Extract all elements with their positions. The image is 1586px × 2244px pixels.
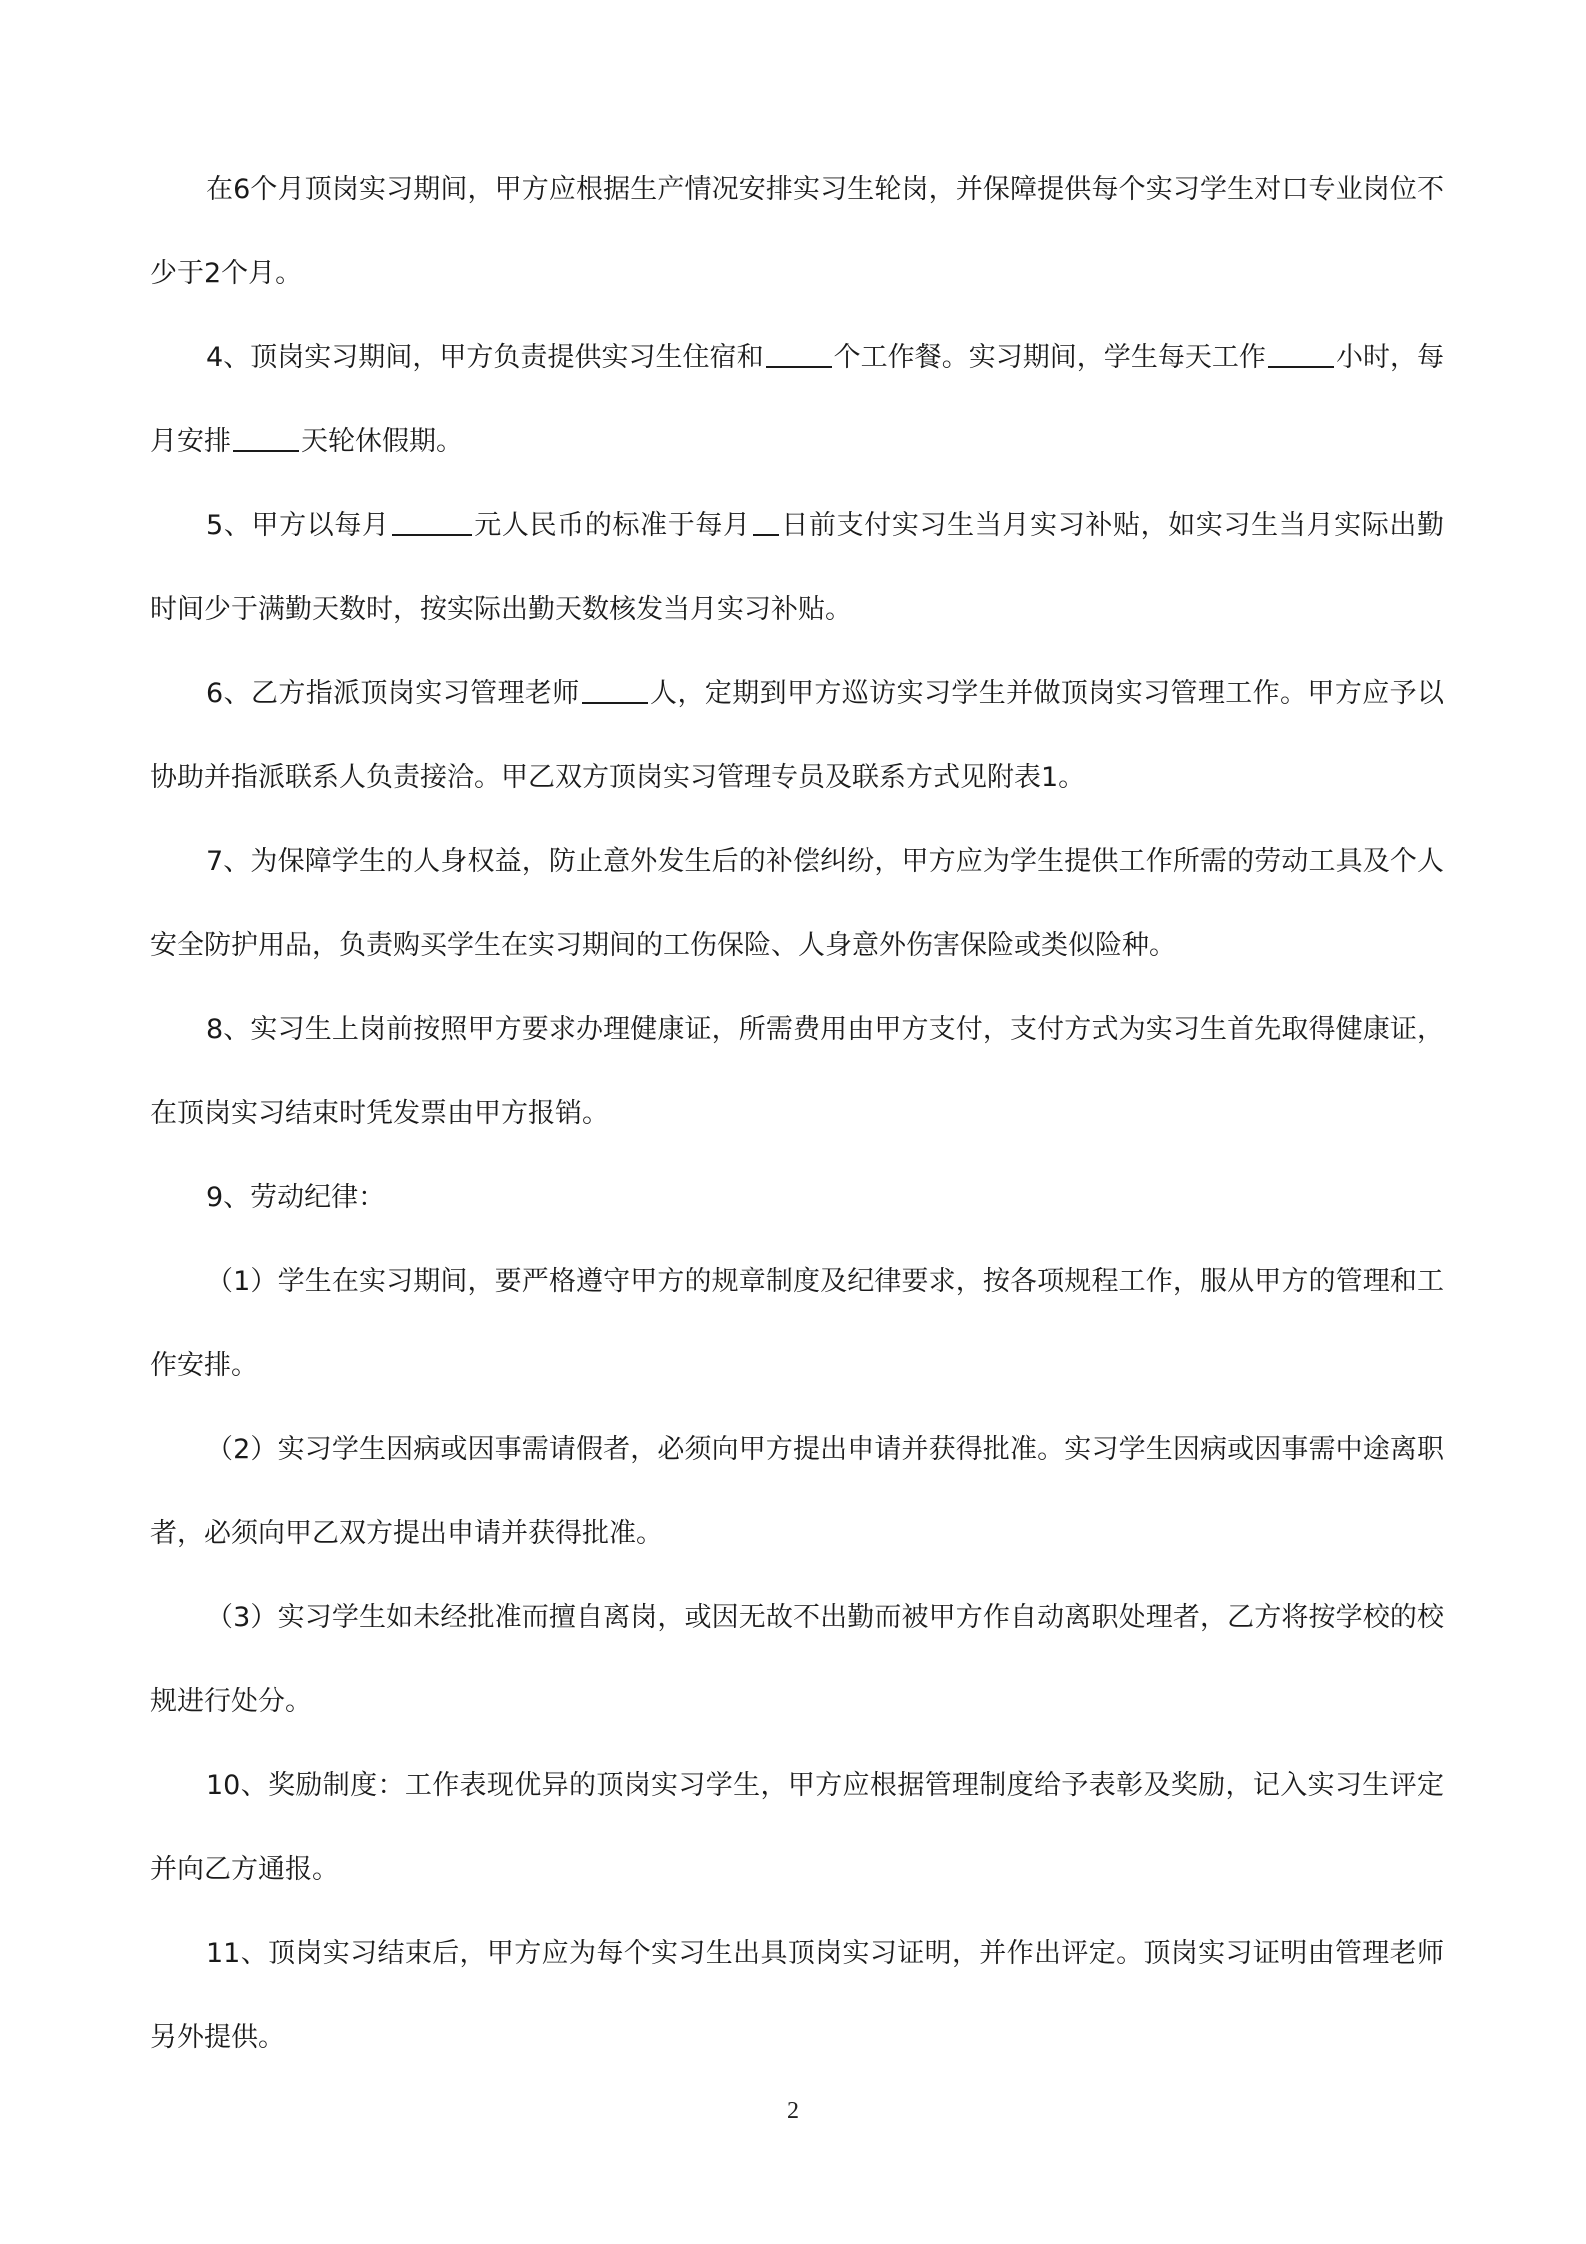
paragraph-8-health-certificate: 8、实习生上岗前按照甲方要求办理健康证，所需费用由甲方支付，支付方式为实习生首先取得健康证，在顶岗实习结束时凭发票由甲方报销。 [150, 1014, 1444, 1129]
page-number: 2 [787, 2098, 799, 2124]
blank-monthly-amount [392, 508, 472, 536]
paragraph-7-insurance: 7、为保障学生的人身权益，防止意外发生后的补偿纠纷，甲方应为学生提供工作所需的劳动工具及个人安全防护用品，负责购买学生在实习期间的工伤保险、人身意外伤害保险或类似险种。 [150, 846, 1444, 961]
paragraph-10-rewards: 10、奖励制度：工作表现优异的顶岗实习学生，甲方应根据管理制度给予表彰及奖励，记入实习生评定并向乙方通报。 [150, 1770, 1444, 1885]
paragraph-6-text-a: 6、乙方指派顶岗实习管理老师 [206, 678, 580, 709]
blank-daily-hours [1268, 340, 1334, 368]
paragraph-6-text-b: 人，定期到甲方巡访实习学生并做顶岗实习管理工作。甲方应予以协助并指派联系人负责接洽。甲乙双方顶岗实习管理专员及联系方式见附表1。 [150, 678, 1444, 793]
paragraph-4-text-b: 个工作餐。实习期间，学生每天工作 [833, 342, 1266, 373]
paragraph-11-certificate: 11、顶岗实习结束后，甲方应为每个实习生出具顶岗实习证明，并作出评定。顶岗实习证明由管理老师另外提供。 [150, 1938, 1444, 2053]
paragraph-5-text-a: 5、甲方以每月 [206, 510, 390, 541]
blank-pay-day [753, 508, 779, 536]
paragraph-9-discipline-heading: 9、劳动纪律： [206, 1182, 386, 1213]
paragraph-5-text-c: 日前支付实习生当月实习补贴，如实习生当月实际出勤时间少于满勤天数时，按实际出勤天数核发当月实习补贴。 [150, 510, 1445, 625]
paragraph-4-meals-hours [150, 316, 1444, 484]
paragraph-9-1-rules: （1）学生在实习期间，要严格遵守甲方的规章制度及纪律要求，按各项规程工作，服从甲方的管理和工作安排。 [150, 1266, 1444, 1381]
blank-meals-count [766, 340, 832, 368]
paragraph-9-2-leave: （2）实习学生因病或因事需请假者，必须向甲方提出申请并获得批准。实习学生因病或因事需中途离职者，必须向甲乙双方提出申请并获得批准。 [150, 1434, 1444, 1549]
paragraph-5-text-b: 元人民币的标准于每月 [473, 510, 751, 541]
paragraph-5-allowance [150, 484, 1444, 652]
paragraph-rotation: 在6个月顶岗实习期间，甲方应根据生产情况安排实习生轮岗，并保障提供每个实习学生对口专业岗位不少于2个月。 [150, 174, 1444, 289]
paragraph-9-3-absence: （3）实习学生如未经批准而擅自离岗，或因无故不出勤而被甲方作自动离职处理者，乙方将按学校的校规进行处分。 [150, 1602, 1444, 1717]
paragraph-4-text-a: 4、顶岗实习期间，甲方负责提供实习生住宿和 [206, 342, 764, 373]
blank-rest-days [233, 424, 299, 452]
paragraph-4-text-c: 小时，每月安排 [150, 342, 1444, 457]
blank-teacher-count [582, 676, 648, 704]
paragraph-4-text-d: 天轮休假期。 [301, 426, 463, 457]
paragraph-6-teachers [150, 652, 1444, 820]
